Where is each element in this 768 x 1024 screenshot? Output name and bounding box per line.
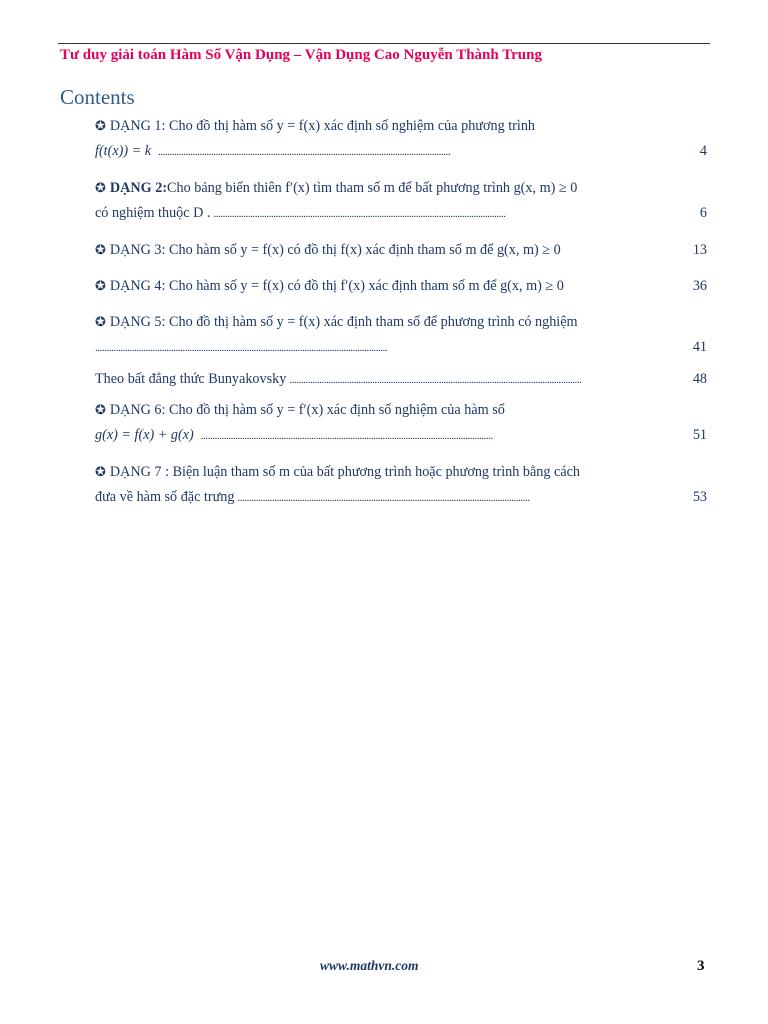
footer-website-link[interactable]: www.mathvn.com <box>320 958 419 973</box>
star-circle-icon: ✪ <box>95 278 106 293</box>
toc-entry-text: DẠNG 6: Cho đồ thị hàm số y = f′(x) xác định số nghiệm của hàm số <box>109 402 505 418</box>
toc-entry-label: DẠNG 2: <box>109 180 168 196</box>
toc-page-number: 41 <box>692 339 707 355</box>
footer-page-number: 3 <box>697 958 705 974</box>
toc-entry-bunyakovsky[interactable] <box>95 367 707 393</box>
toc-page-number: 13 <box>692 242 707 258</box>
toc-entry-dang-3[interactable] <box>95 237 707 263</box>
star-circle-icon: ✪ <box>95 314 106 329</box>
toc-page-number: 4 <box>699 143 707 159</box>
toc-page-number: 53 <box>692 489 707 505</box>
toc-entry-text: DẠNG 4: Cho hàm số y = f(x) có đồ thị f′(x) xác định tham số m để g(x, m) ≥ 0 <box>109 278 564 294</box>
toc-entry-dang-2[interactable] <box>95 175 707 227</box>
toc-entry-text: Theo bất đẳng thức Bunyakovsky <box>95 371 287 387</box>
dot-leader <box>213 201 696 227</box>
toc-page-number: 36 <box>692 278 707 294</box>
star-circle-icon: ✪ <box>95 402 106 417</box>
toc-entry-text: DẠNG 5: Cho đồ thị hàm số y = f(x) xác định tham số để phương trình có nghiệm <box>109 314 578 330</box>
toc-entry-text-continued: có nghiệm thuộc D . <box>95 205 211 221</box>
toc-page-number: 51 <box>692 427 707 443</box>
toc-page-number: 48 <box>692 371 707 387</box>
contents-title: Contents <box>60 85 135 109</box>
toc-entry-math: f(t(x)) = k <box>95 143 152 159</box>
dot-leader <box>95 335 690 361</box>
star-circle-icon: ✪ <box>95 464 106 479</box>
dot-leader <box>289 367 690 393</box>
toc-entry-dang-4[interactable] <box>95 273 707 299</box>
dot-leader <box>158 139 697 165</box>
dot-leader <box>237 485 689 511</box>
star-circle-icon: ✪ <box>95 180 106 195</box>
toc-page-number: 6 <box>699 205 707 221</box>
page-header-title: Tư duy giải toán Hàm Số Vận Dụng – Vận Dụng Cao Nguyễn Thành Trung <box>60 47 542 63</box>
toc-entry-dang-6[interactable] <box>95 397 707 449</box>
toc-entry-text: DẠNG 3: Cho hàm số y = f(x) có đồ thị f(x) xác định tham số m để g(x, m) ≥ 0 <box>109 242 561 258</box>
header-rule <box>58 43 710 44</box>
star-circle-icon: ✪ <box>95 242 106 257</box>
toc-entry-dang-1[interactable] <box>95 113 707 165</box>
star-circle-icon: ✪ <box>95 118 106 133</box>
toc-entry-text: Cho bảng biến thiên f′(x) tìm tham số m để bất phương trình g(x, m) ≥ 0 <box>167 180 578 196</box>
toc-entry-text-continued: đưa về hàm số đặc trưng <box>95 489 235 505</box>
toc-entry-math: g(x) = f(x) + g(x) <box>95 427 194 443</box>
dot-leader <box>201 423 690 449</box>
toc-entry-text: DẠNG 1: Cho đồ thị hàm số y = f(x) xác định số nghiệm của phương trình <box>109 118 536 134</box>
toc-entry-dang-5[interactable] <box>95 309 707 361</box>
toc-entry-text: DẠNG 7 : Biện luận tham số m của bất phương trình hoặc phương trình bằng cách <box>109 464 581 480</box>
toc-entry-dang-7[interactable] <box>95 459 707 511</box>
table-of-contents <box>95 113 707 511</box>
